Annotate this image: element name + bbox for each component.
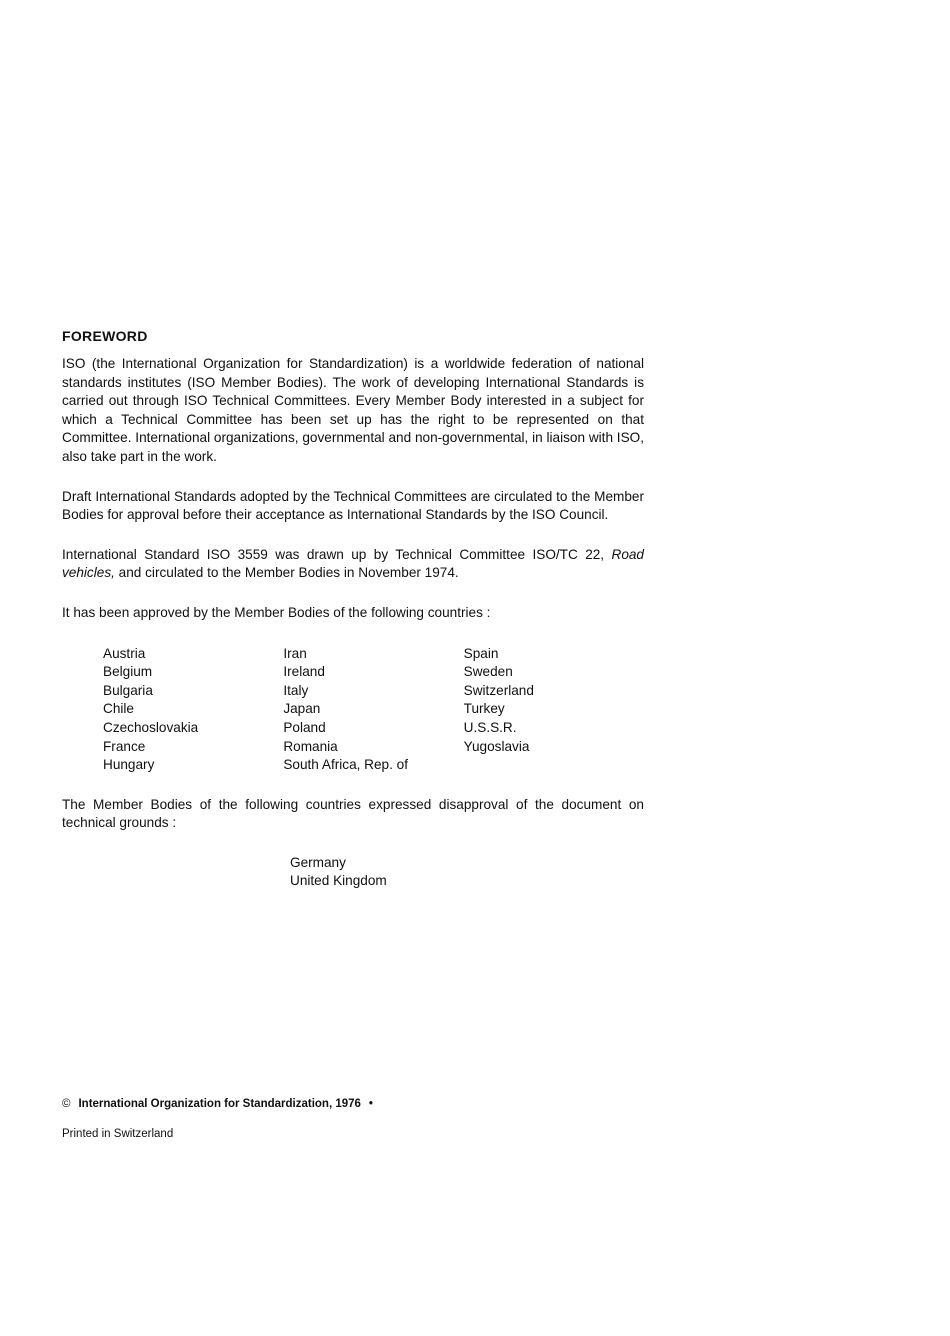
copyright-notice	[62, 1096, 373, 1112]
country-item: U.S.S.R.	[463, 719, 517, 735]
country-item: Poland	[283, 719, 326, 735]
country-item: Chile	[103, 701, 134, 717]
foreword-paragraph-1: ISO (the International Organization for Standardization) is a worldwide federation of national standards institutes (ISO Member Bodies). The work of developing International Standards is carried out through ISO Technical Committees. Every Member Body interested in a subject for which a Technical Committee has been set up has the right to be represented on that Committee. International organizations, governmental and non-governmental, in liaison with ISO, also take part in the work.	[62, 356, 644, 464]
country-item: Czechoslovakia	[103, 719, 199, 735]
country-item: Romania	[283, 738, 338, 754]
country-item: Italy	[283, 682, 309, 698]
country-item: Yugoslavia	[463, 738, 530, 754]
countries-column-2	[283, 645, 463, 775]
country-item: Germany	[290, 854, 346, 870]
foreword-paragraph-5: The Member Bodies of the following countries expressed disapproval of the document on technical grounds :	[62, 796, 644, 831]
copyright-text: International Organization for Standardization, 1976	[78, 1098, 361, 1110]
country-item: Iran	[283, 645, 307, 661]
country-item: France	[103, 738, 146, 754]
country-item: Turkey	[463, 701, 505, 717]
committee-name: Road vehicles,	[62, 546, 644, 581]
paragraph-3-text-after: and circulated to the Member Bodies in November 1974.	[114, 565, 459, 581]
country-item: Japan	[283, 701, 321, 717]
country-item: Sweden	[463, 664, 513, 680]
paragraph-3-text-before: International Standard ISO 3559 was drawn up by Technical Committee ISO/TC 22,	[62, 546, 612, 562]
copyright-icon: ©	[62, 1098, 71, 1110]
printed-in-notice: Printed in Switzerland	[62, 1128, 174, 1140]
foreword-paragraph-2: Draft International Standards adopted by the Technical Committees are circulated to the Member Bodies for approval before their acceptance as International Standards by the ISO Council.	[62, 488, 644, 523]
country-item: Switzerland	[463, 682, 534, 698]
approving-countries-list	[103, 645, 644, 775]
country-item: Hungary	[103, 757, 155, 773]
country-item: Bulgaria	[103, 682, 153, 698]
country-item: Spain	[463, 645, 499, 661]
countries-column-3	[464, 645, 644, 775]
foreword-paragraph-4: It has been approved by the Member Bodies of the following countries :	[62, 604, 491, 620]
country-item: Belgium	[103, 664, 153, 680]
foreword-section	[62, 327, 644, 891]
country-item: United Kingdom	[290, 873, 387, 889]
country-item: South Africa, Rep. of	[283, 757, 409, 773]
country-item: Austria	[103, 645, 146, 661]
disapproving-countries-list	[290, 854, 644, 891]
foreword-title: FOREWORD	[62, 328, 148, 344]
countries-column-1	[103, 645, 283, 775]
country-item: Ireland	[283, 664, 325, 680]
bullet-icon: •	[368, 1098, 373, 1110]
foreword-paragraph-3	[62, 546, 644, 583]
